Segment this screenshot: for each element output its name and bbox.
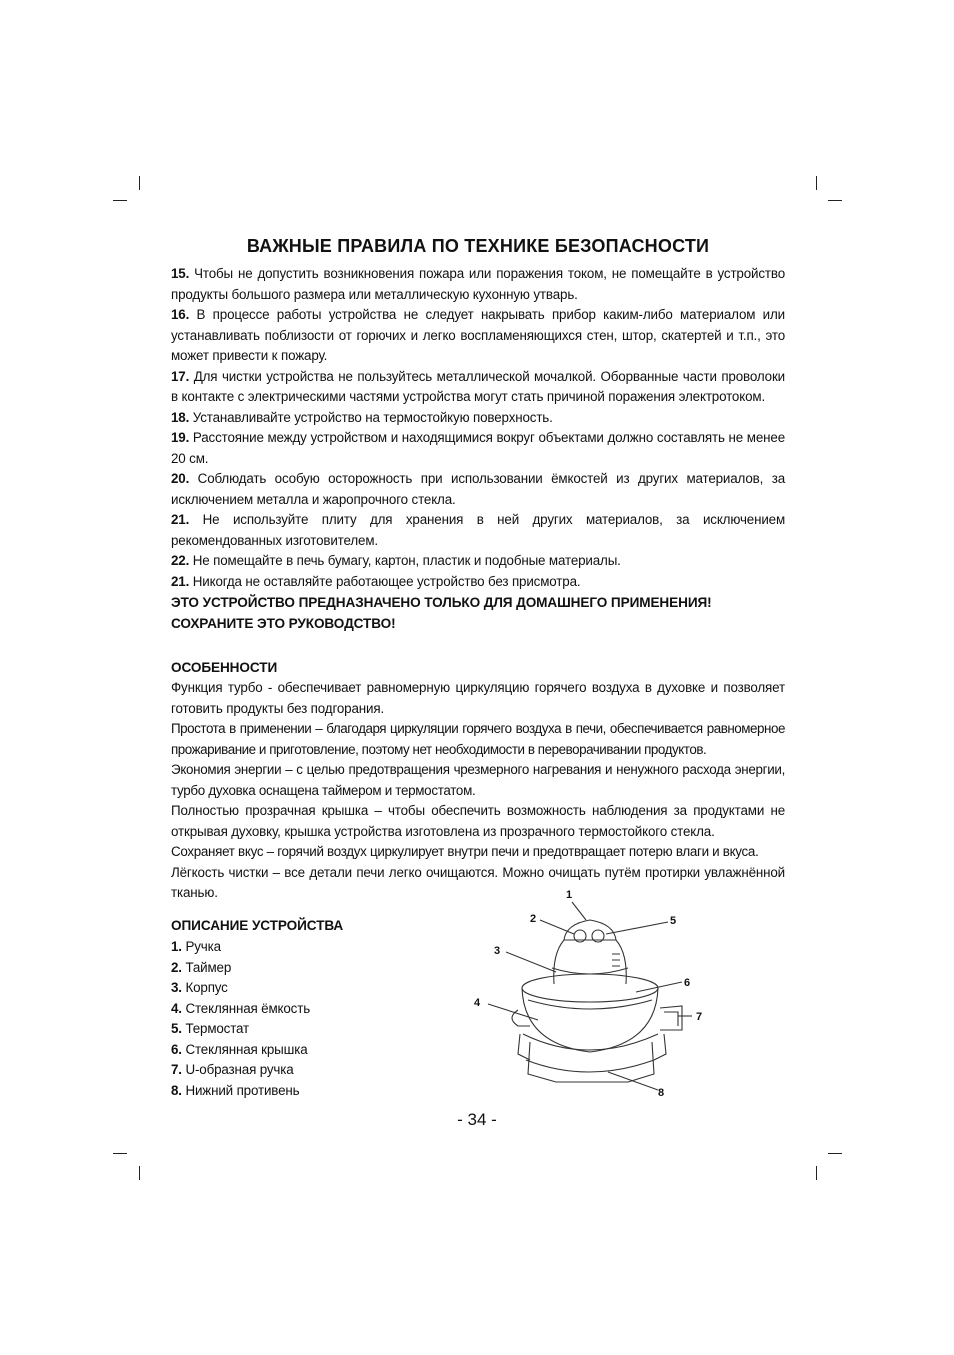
diagram-label: 1 xyxy=(566,889,573,901)
rule-number: 20. xyxy=(171,471,190,486)
list-item xyxy=(171,999,310,1020)
part-number: 3. xyxy=(171,980,182,995)
rule-text: Никогда не оставляйте работающее устройство без присмотра. xyxy=(189,573,581,589)
crop-mark xyxy=(113,200,127,201)
diagram-label: 5 xyxy=(670,915,677,927)
diagram-label: 4 xyxy=(474,997,481,1009)
part-number: 4. xyxy=(171,1000,182,1016)
feature-item: Полностью прозрачная крышка – чтобы обеспечить возможность наблюдения за продуктами не открывая духовку, крышка устройства изготовлена из прозрачного термостойкого стекла. xyxy=(171,803,785,839)
list-item xyxy=(171,1019,310,1040)
feature-item: Простота в применении – благодаря циркуляции горячего воздуха в печи, обеспечивается равномерное прожаривание и приготовление, поэтому нет необходимости в переворачивании продуктов. xyxy=(171,721,785,757)
part-name: U-образная ручка xyxy=(181,1062,294,1077)
rule-item xyxy=(171,572,785,593)
crop-mark xyxy=(816,1166,817,1180)
part-name: Корпус xyxy=(181,980,228,995)
part-name: Термостат xyxy=(181,1021,250,1036)
rule-number: 18. xyxy=(171,409,190,425)
rule-item xyxy=(171,428,785,469)
diagram-label: 7 xyxy=(696,1011,703,1023)
rule-number: 22. xyxy=(171,553,190,568)
page-number: - 34 - xyxy=(457,1110,497,1129)
rule-text: Для чистки устройства не пользуйтесь металлической мочалкой. Оборванные части проволоки в контакте с электрическими частями устройства могут стать причиной поражения электротоком. xyxy=(171,368,785,404)
crop-mark xyxy=(816,176,817,190)
list-item xyxy=(171,958,310,979)
part-name: Нижний противень xyxy=(181,1082,300,1098)
part-number: 8. xyxy=(171,1082,182,1098)
rule-text: Соблюдать особую осторожность при использовании ёмкостей из других материалов, за исключением металла и жаропрочного стекла. xyxy=(171,471,785,507)
rule-item xyxy=(171,264,785,305)
rule-number: 15. xyxy=(171,266,190,281)
crop-mark xyxy=(113,1153,127,1154)
rule-item xyxy=(171,510,785,551)
list-item xyxy=(171,1060,310,1081)
list-item xyxy=(171,978,310,999)
crop-mark xyxy=(828,200,842,201)
home-use-warning: ЭТО УСТРОЙСТВО ПРЕДНАЗНАЧЕНО ТОЛЬКО ДЛЯ ДОМАШНЕГО ПРИМЕНЕНИЯ! СОХРАНИТЕ ЭТО РУКОВОДСТВО! xyxy=(171,595,712,631)
part-number: 7. xyxy=(171,1062,182,1077)
feature-item: Лёгкость чистки – все детали печи легко очищаются. Можно очищать путём протирки увлажнённой тканью. xyxy=(171,864,785,900)
safety-rules xyxy=(171,264,785,592)
crop-mark xyxy=(139,176,140,190)
diagram-label: 3 xyxy=(494,945,501,957)
part-name: Ручка xyxy=(181,939,221,954)
rule-item xyxy=(171,551,785,572)
page-content xyxy=(171,234,785,904)
diagram-label: 6 xyxy=(684,977,691,989)
rule-item xyxy=(171,367,785,408)
list-item xyxy=(171,1081,310,1102)
rule-item xyxy=(171,305,785,367)
crop-mark xyxy=(139,1166,140,1180)
crop-mark xyxy=(828,1153,842,1154)
rule-number: 17. xyxy=(171,368,190,384)
list-item xyxy=(171,1040,310,1061)
feature-item: Сохраняет вкус – горячий воздух циркулирует внутри печи и предотвращает потерю влаги и вкуса. xyxy=(171,844,759,859)
part-number: 1. xyxy=(171,939,182,954)
part-name: Стеклянная крышка xyxy=(181,1041,308,1057)
diagram-label: 8 xyxy=(658,1087,665,1099)
parts-list xyxy=(171,937,310,1101)
features-heading: ОСОБЕННОСТИ xyxy=(171,660,278,675)
rule-number: 16. xyxy=(171,307,190,322)
part-name: Таймер xyxy=(181,959,232,975)
rule-number: 21. xyxy=(171,573,190,589)
rule-item xyxy=(171,469,785,510)
rule-text: Чтобы не допустить возникновения пожара или поражения током, не помещайте в устройство продукты большого размера или металлическую кухонную утварь. xyxy=(171,266,785,302)
part-number: 5. xyxy=(171,1021,182,1036)
rule-text: Расстояние между устройством и находящимися вокруг объектами должно составлять не менее 20 см. xyxy=(171,430,785,466)
description-heading: ОПИСАНИЕ УСТРОЙСТВА xyxy=(171,918,344,933)
diagram-label: 2 xyxy=(530,913,537,925)
rule-text: В процессе работы устройства не следует накрывать прибор каким-либо материалом или устанавливать поблизости от горючих и легко воспламеняющихся стен, штор, скатертей и т.п., это может привести к пожару. xyxy=(171,307,785,363)
rule-number: 21. xyxy=(171,512,190,527)
feature-item: Функция турбо - обеспечивает равномерную циркуляцию горячего воздуха в духовке и позволяет готовить продукты без подгорания. xyxy=(171,680,785,716)
rule-text: Не используйте плиту для хранения в ней других материалов, за исключением рекомендованных изготовителем. xyxy=(171,512,785,548)
part-number: 2. xyxy=(171,959,182,975)
rule-text: Устанавливайте устройство на термостойкую поверхность. xyxy=(189,409,553,425)
features-section xyxy=(171,658,785,904)
page-title: ВАЖНЫЕ ПРАВИЛА ПО ТЕХНИКЕ БЕЗОПАСНОСТИ xyxy=(246,236,710,256)
part-number: 6. xyxy=(171,1041,182,1057)
feature-item: Экономия энергии – с целью предотвращения чрезмерного нагревания и ненужного расхода энергии, турбо духовка оснащена таймером и термостатом. xyxy=(171,762,785,798)
rule-number: 19. xyxy=(171,430,190,445)
device-diagram xyxy=(468,884,708,1100)
rule-item xyxy=(171,408,785,429)
part-name: Стеклянная ёмкость xyxy=(181,1000,311,1016)
list-item xyxy=(171,937,310,958)
rule-text: Не помещайте в печь бумагу, картон, пластик и подобные материалы. xyxy=(189,553,621,568)
